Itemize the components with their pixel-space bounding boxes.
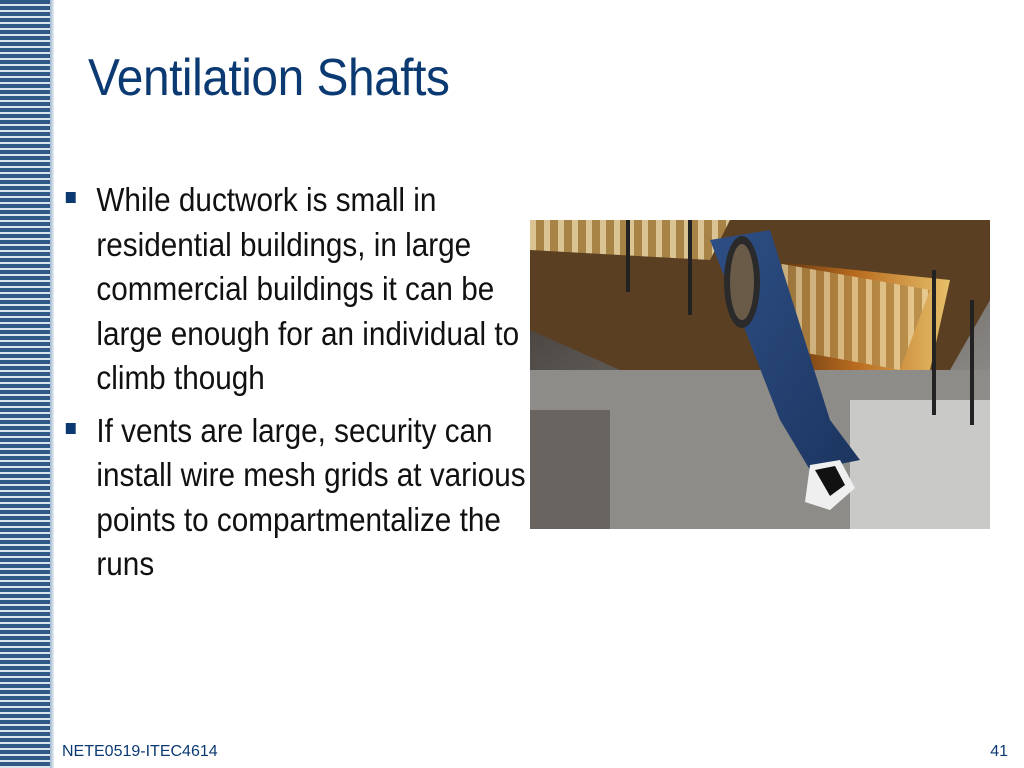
photo-person-in-vent: [530, 220, 990, 529]
bullet-item: [64, 178, 528, 401]
bullet-item: [64, 409, 528, 587]
square-bullet-icon: [66, 192, 76, 203]
footer-course-code: NETE0519-ITEC4614: [62, 743, 218, 760]
slide-title: Ventilation Shafts: [88, 49, 450, 107]
square-bullet-icon: [66, 423, 76, 434]
bullet-text: If vents are large, security can install wire mesh grids at various points to compartmentalize the runs: [96, 411, 526, 582]
sidebar-edge-shadow: [50, 0, 54, 768]
decorative-sidebar-stripes: [0, 0, 50, 768]
page-number: 41: [990, 743, 1008, 760]
bullet-list: [64, 178, 526, 595]
bullet-text: While ductwork is small in residential buildings, in large commercial buildings it can be large enough for an individual to climb though: [96, 181, 520, 396]
